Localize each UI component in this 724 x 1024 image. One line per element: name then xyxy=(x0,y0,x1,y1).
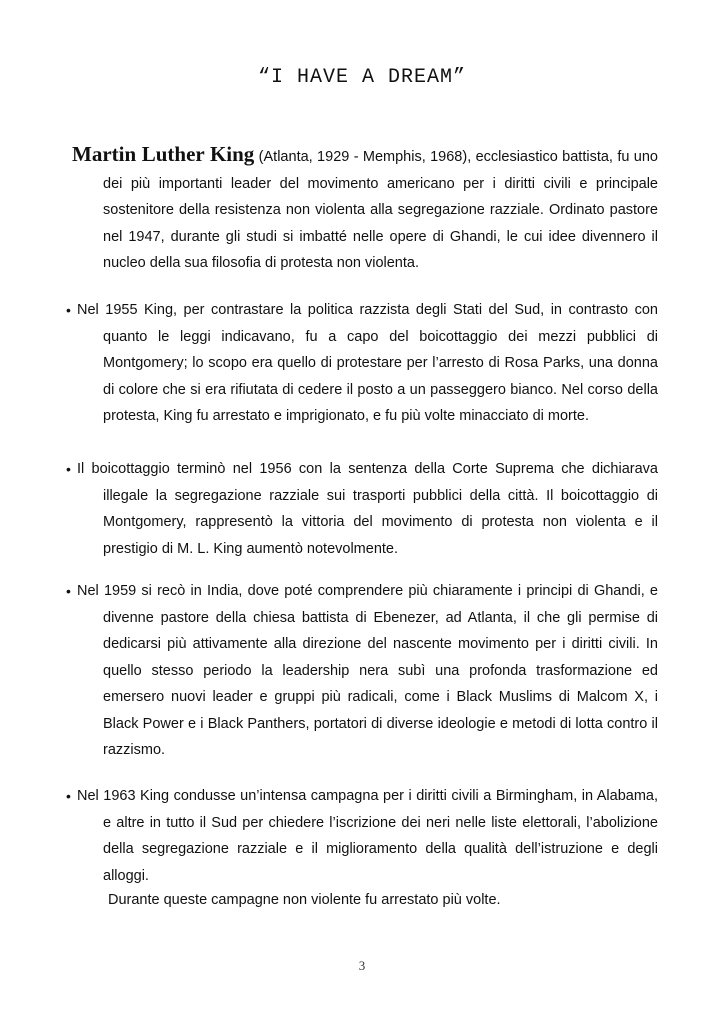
bullet-text: Nel 1955 King, per contrastare la politica razzista degli Stati del Sud, in contrasto con quanto le leggi indicavano, fu a capo del boicottaggio dei mezzi pubblici di Montgomery; lo scopo era quello di protestare per l’arresto di Rosa Parks, una donna di colore che si era rifiutata di cedere il posto a un passeggero bianco. Nel corso della protesta, King fu arrestato e imprigionato, e fu più volte minacciato di morte. xyxy=(77,302,658,424)
bullet-icon: • xyxy=(66,788,71,804)
person-name: Martin Luther King xyxy=(72,142,255,166)
bullet-text: Nel 1963 King condusse un’intensa campagna per i diritti civili a Birmingham, in Alabama, e altre in tutto il Sud per chiedere l’iscrizione dei neri nelle liste elettorali, l’abolizione della segregazione razziale e il miglioramento della qualità dell’istruzione e degli alloggi. xyxy=(77,788,658,884)
bullet-text: Nel 1959 si recò in India, dove poté comprendere più chiaramente i principi di Ghandi, e divenne pastore della chiesa battista di Ebenezer, ad Atlanta, il che gli permise di dedicarsi più attivamente alla direzione del nascente movimento per i diritti civili. In quello stesso periodo la leadership nera subì una profonda trasformazione ed emersero nuovi leader e gruppi più radicali, come i Black Muslims di Malcom X, i Black Power e i Black Panthers, portatori di diverse ideologie e metodi di lotta contro il razzismo. xyxy=(77,583,658,758)
bullet-item-1955 xyxy=(66,297,658,430)
closing-line: Durante queste campagne non violente fu arrestato più volte. xyxy=(108,892,501,908)
bullet-item-1963 xyxy=(66,783,658,889)
bullet-text: Il boicottaggio terminò nel 1956 con la sentenza della Corte Suprema che dichiarava illegale la segregazione razziale sui trasporti pubblici della città. Il boicottaggio di Montgomery, rappresentò la vittoria del movimento di protesta non violenta e il prestigio di M. L. King aumentò notevolmente. xyxy=(77,461,658,557)
page-number: 3 xyxy=(358,958,366,973)
intro-text: (Atlanta, 1929 - Memphis, 1968), ecclesiastico battista, fu uno dei più importanti leader del movimento americano per i diritti civili e principale sostenitore della resistenza non violenta alla segregazione razziale. Ordinato pastore nel 1947, durante gli studi si imbatté nelle opere di Ghandi, le cui idee divennero il nucleo della sua filosofia di protesta non violenta. xyxy=(103,149,658,271)
bullet-item-1959 xyxy=(66,578,658,764)
bullet-item-1956 xyxy=(66,456,658,562)
document-title: “I HAVE A DREAM” xyxy=(257,66,467,89)
bullet-icon: • xyxy=(66,302,71,318)
intro-paragraph xyxy=(72,141,658,277)
bullet-icon: • xyxy=(66,583,71,599)
bullet-icon: • xyxy=(66,461,71,477)
